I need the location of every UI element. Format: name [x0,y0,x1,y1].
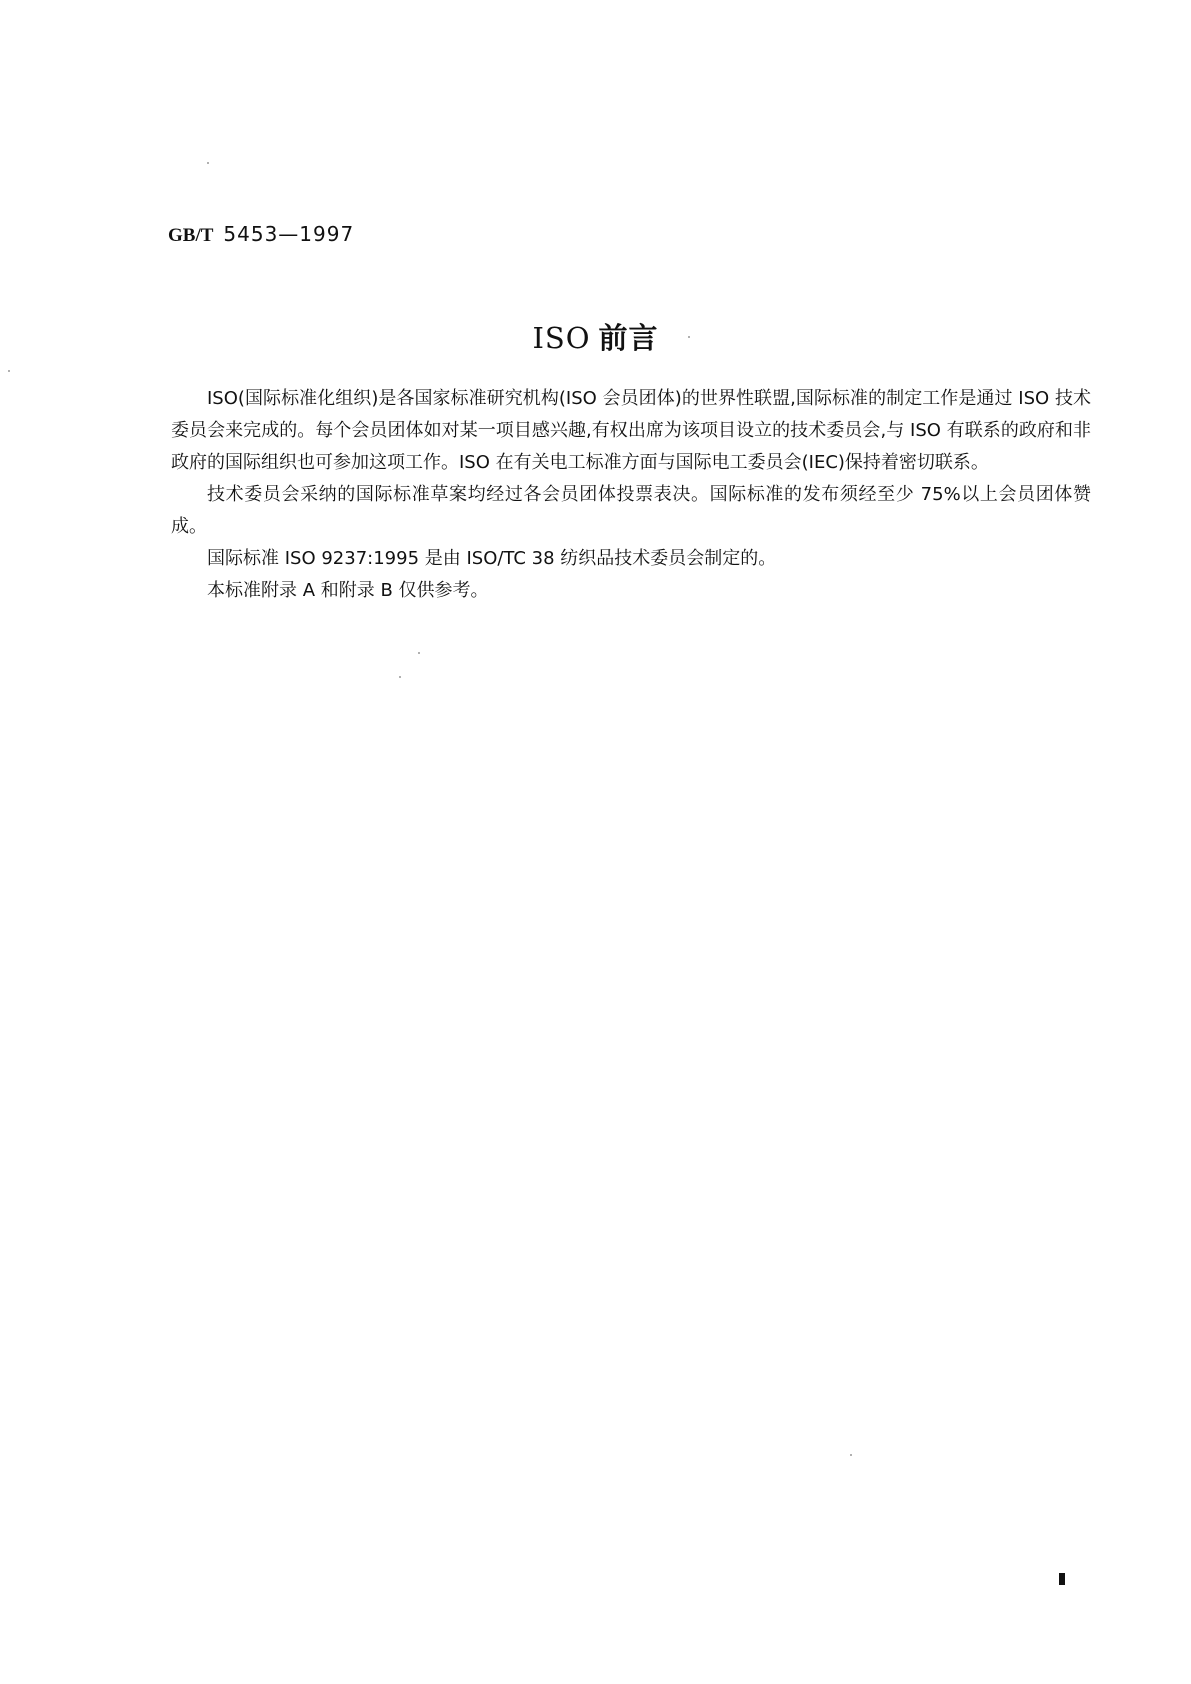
scan-speck [399,676,401,678]
scan-speck [207,162,209,164]
foreword-body [171,383,1091,607]
paragraph-origin: 国际标准 ISO 9237:1995 是由 ISO/TC 38 纺织品技术委员会制定的。 [207,548,777,569]
standard-prefix: GB/T [168,225,214,246]
standard-number-header [168,222,354,247]
paragraph-voting: 技术委员会采纳的国际标准草案均经过各会员团体投票表决。国际标准的发布须经至少 75%以上会员团体赞成。 [171,484,1091,537]
page-title [0,316,1191,357]
paragraph-iso-description: ISO(国际标准化组织)是各国家标准研究机构(ISO 会员团体)的世界性联盟,国际标准的制定工作是通过 ISO 技术委员会来完成的。每个会员团体如对某一项目感兴趣,有权出席为该项目设立的技术委员会,与 ISO 有联系的政府和非政府的国际组织也可参加这项工作。ISO 在有关电工标准方面与国际电工委员会(IEC)保持着密切联系。 [171,388,1091,473]
scan-speck [850,1454,852,1456]
page-marker [1059,1573,1065,1585]
title-cjk: 前言 [598,321,659,355]
paragraph-annex-note: 本标准附录 A 和附录 B 仅供参考。 [207,580,489,601]
scan-speck [8,370,10,372]
scan-speck [418,652,420,654]
standard-code: 5453—1997 [223,222,355,246]
title-latin: ISO [532,321,591,355]
scan-speck [688,336,690,338]
